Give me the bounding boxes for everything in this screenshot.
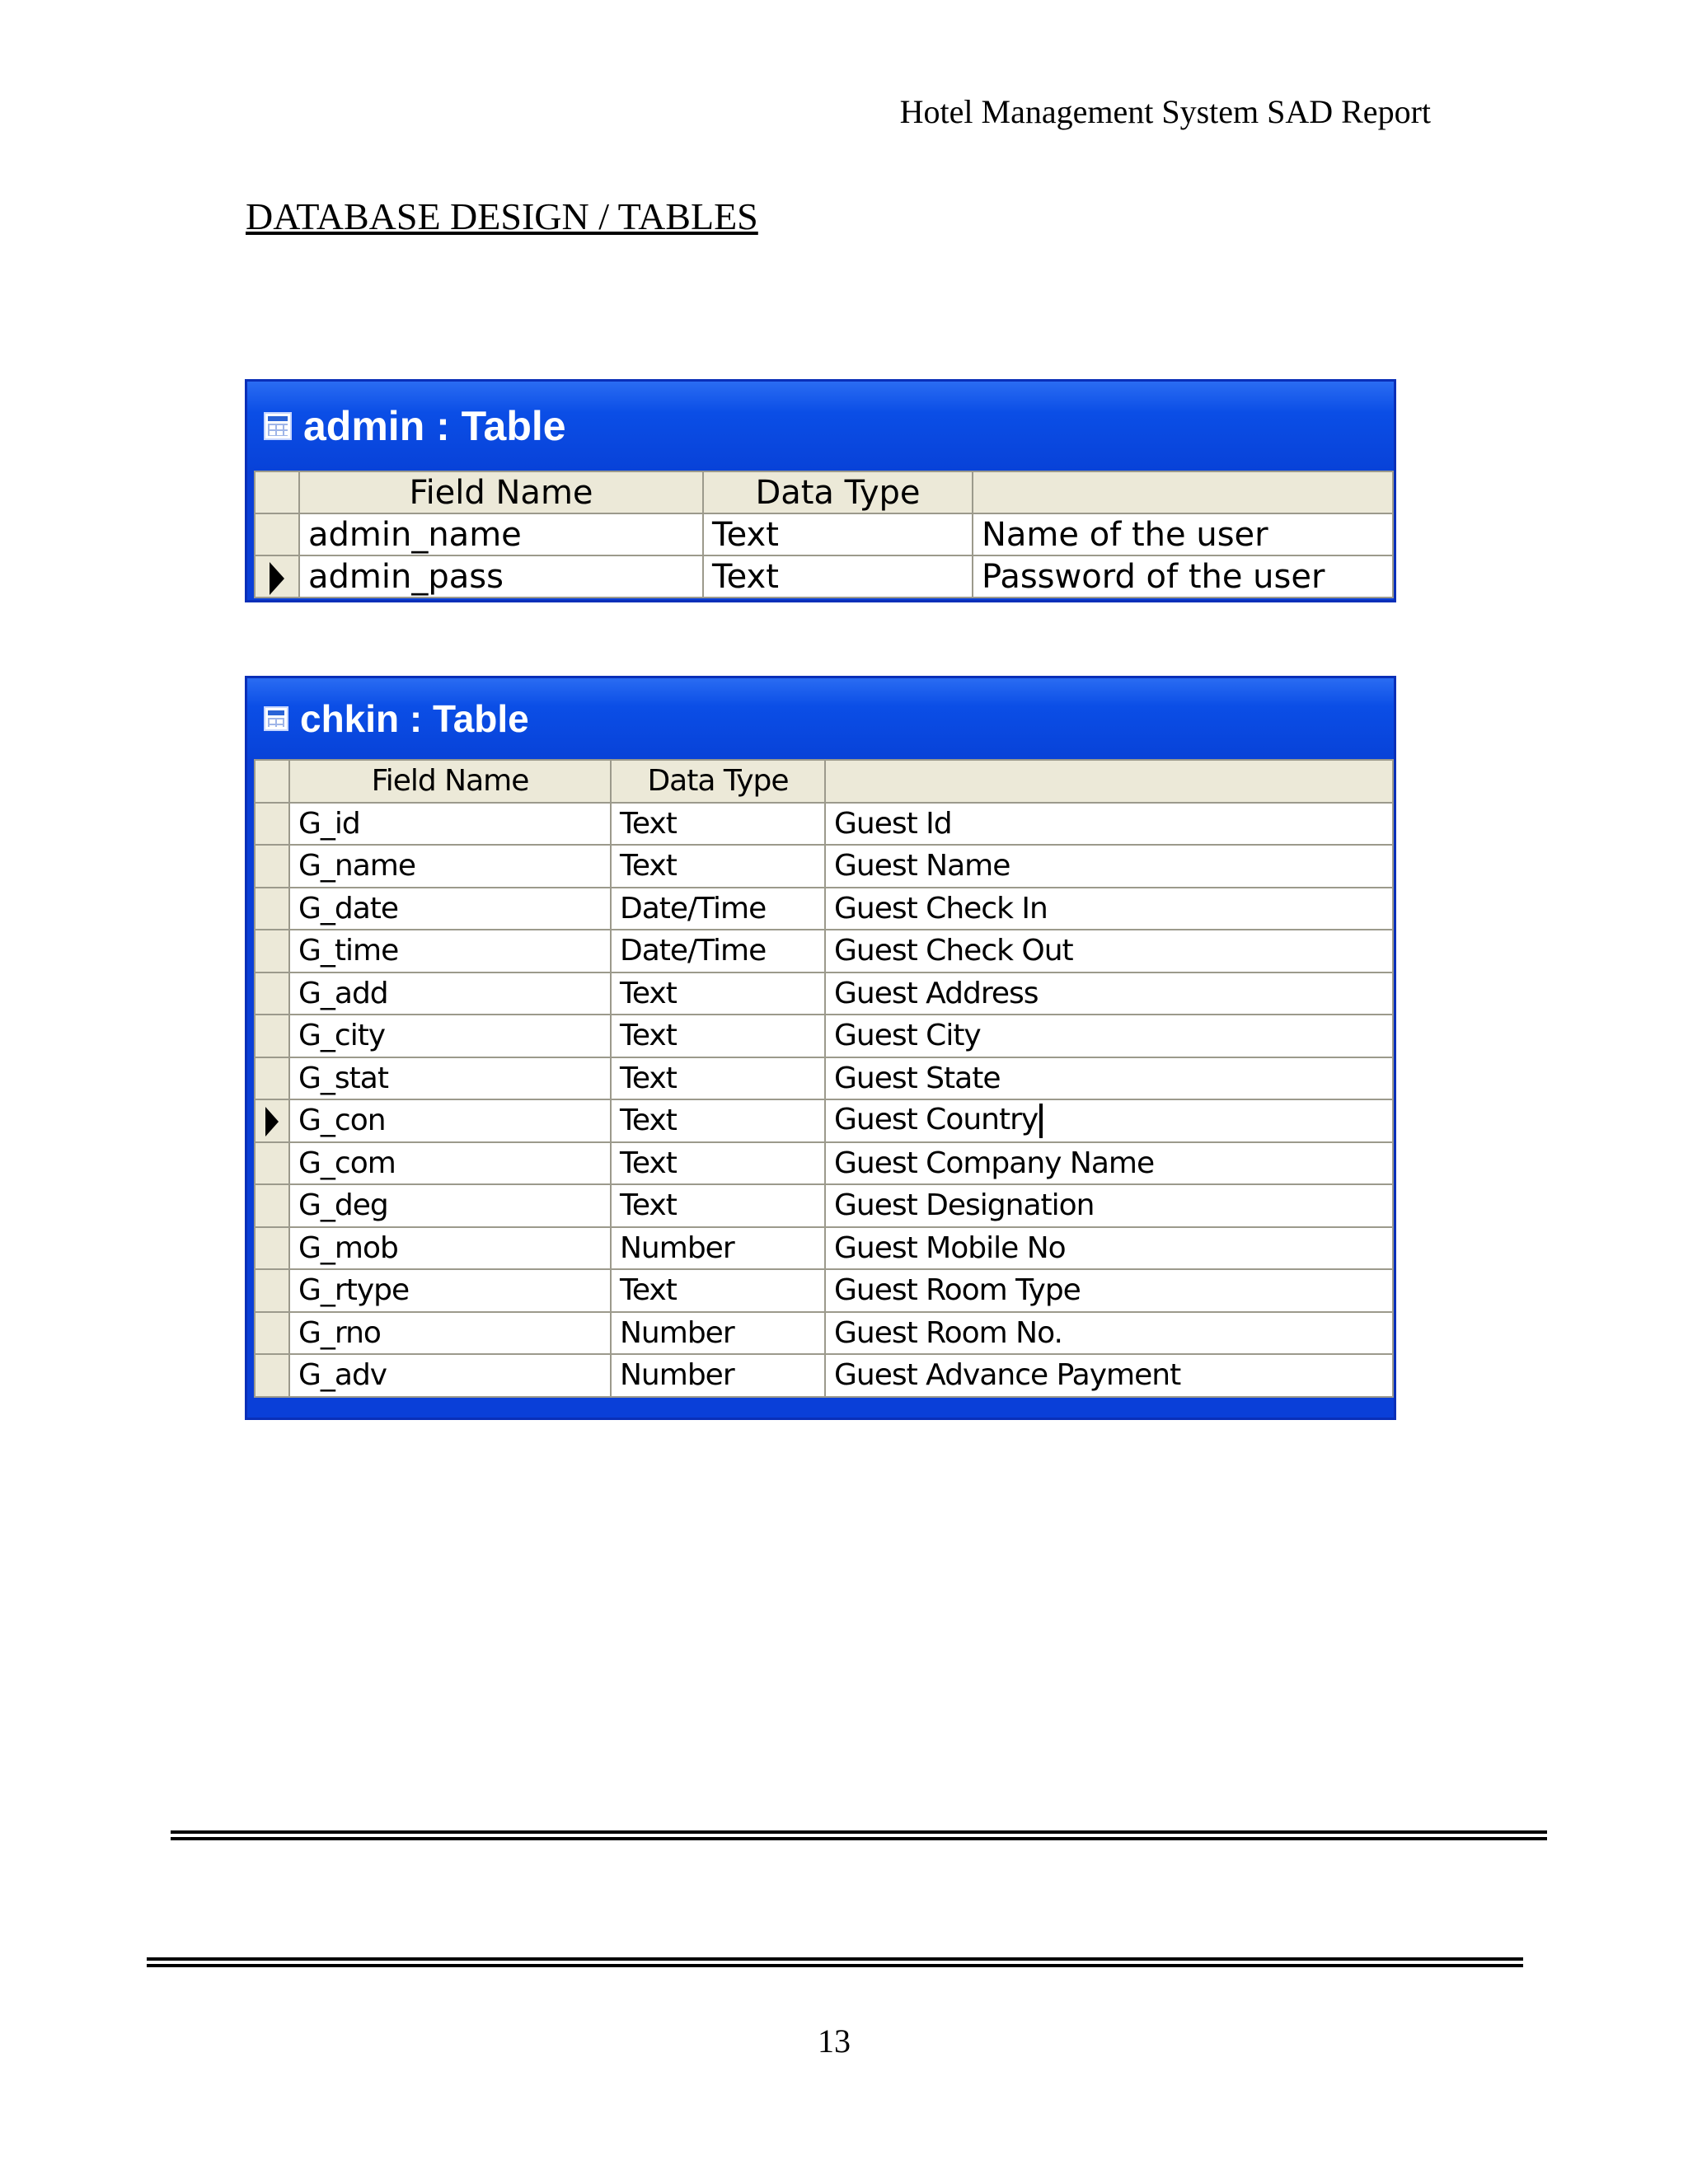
section-title: DATABASE DESIGN / TABLES	[246, 195, 758, 237]
record-selector[interactable]	[255, 555, 299, 598]
admin-table-titlebar[interactable]	[247, 382, 1394, 471]
data-type-cell[interactable]: Text	[611, 1099, 825, 1142]
data-type-cell[interactable]: Number	[611, 1227, 825, 1270]
description-cell[interactable]: Guest Id	[825, 803, 1393, 846]
data-type-cell[interactable]: Number	[611, 1354, 825, 1397]
header-selector-cell	[255, 760, 289, 803]
column-header-field-name[interactable]: Field Name	[299, 471, 703, 513]
description-cell[interactable]: Guest Advance Payment	[825, 1354, 1393, 1397]
field-name-cell[interactable]: G_stat	[289, 1057, 611, 1100]
data-type-cell[interactable]: Text	[611, 1269, 825, 1312]
description-cell[interactable]	[825, 1099, 1393, 1142]
table-row[interactable]	[255, 888, 1393, 930]
table-row[interactable]	[255, 1184, 1393, 1227]
data-type-cell[interactable]: Text	[611, 972, 825, 1015]
description-cell[interactable]: Guest Room No.	[825, 1312, 1393, 1355]
table-row[interactable]	[255, 513, 1393, 555]
data-type-cell[interactable]: Date/Time	[611, 888, 825, 930]
table-row[interactable]	[255, 845, 1393, 888]
data-type-cell[interactable]: Text	[703, 555, 973, 598]
description-cell[interactable]: Name of the user	[973, 513, 1393, 555]
description-cell[interactable]: Guest State	[825, 1057, 1393, 1100]
description-text: Guest Country	[834, 1103, 1039, 1137]
table-row[interactable]	[255, 1312, 1393, 1355]
column-header-field-name[interactable]: Field Name	[289, 760, 611, 803]
record-selector[interactable]	[255, 1015, 289, 1057]
description-cell[interactable]: Guest Name	[825, 845, 1393, 888]
chkin-design-grid	[254, 759, 1394, 1398]
grid-header-row	[255, 471, 1393, 513]
data-type-cell[interactable]: Number	[611, 1312, 825, 1355]
field-name-cell[interactable]: G_name	[289, 845, 611, 888]
field-name-cell[interactable]: G_id	[289, 803, 611, 846]
grid-header-row	[255, 760, 1393, 803]
description-cell[interactable]: Guest Check Out	[825, 930, 1393, 972]
description-cell[interactable]: Guest Check In	[825, 888, 1393, 930]
table-row-current[interactable]	[255, 1099, 1393, 1142]
table-row[interactable]	[255, 555, 1393, 598]
chkin-table-titlebar[interactable]	[247, 678, 1394, 759]
admin-design-grid	[254, 471, 1394, 598]
field-name-cell[interactable]: G_mob	[289, 1227, 611, 1270]
data-type-cell[interactable]: Text	[611, 1184, 825, 1227]
record-selector[interactable]	[255, 803, 289, 846]
table-icon	[264, 412, 292, 440]
record-selector[interactable]	[255, 1227, 289, 1270]
data-type-cell[interactable]: Text	[611, 845, 825, 888]
table-row[interactable]	[255, 1354, 1393, 1397]
table-row[interactable]	[255, 1142, 1393, 1185]
description-cell[interactable]: Guest Address	[825, 972, 1393, 1015]
record-selector[interactable]	[255, 972, 289, 1015]
data-type-cell[interactable]: Text	[611, 803, 825, 846]
footer-rule-upper	[171, 1830, 1547, 1840]
record-selector[interactable]	[255, 845, 289, 888]
text-cursor	[1039, 1104, 1043, 1138]
data-type-cell[interactable]: Text	[703, 513, 973, 555]
record-selector[interactable]	[255, 513, 299, 555]
record-selector[interactable]	[255, 1184, 289, 1227]
table-row[interactable]	[255, 972, 1393, 1015]
description-cell[interactable]: Guest Mobile No	[825, 1227, 1393, 1270]
field-name-cell[interactable]: G_date	[289, 888, 611, 930]
description-cell[interactable]: Guest Room Type	[825, 1269, 1393, 1312]
column-header-description[interactable]	[825, 760, 1393, 803]
record-selector[interactable]	[255, 1269, 289, 1312]
record-selector[interactable]	[255, 1057, 289, 1100]
field-name-cell[interactable]: G_adv	[289, 1354, 611, 1397]
record-selector[interactable]	[255, 930, 289, 972]
column-header-data-type[interactable]: Data Type	[703, 471, 973, 513]
record-selector[interactable]	[255, 888, 289, 930]
description-cell[interactable]: Password of the user	[973, 555, 1393, 598]
record-selector[interactable]	[255, 1312, 289, 1355]
field-name-cell[interactable]: G_add	[289, 972, 611, 1015]
table-row[interactable]	[255, 1057, 1393, 1100]
table-row[interactable]	[255, 1269, 1393, 1312]
column-header-description[interactable]	[973, 471, 1393, 513]
field-name-cell[interactable]: G_city	[289, 1015, 611, 1057]
record-selector[interactable]	[255, 1354, 289, 1397]
field-name-cell[interactable]: G_com	[289, 1142, 611, 1185]
field-name-cell[interactable]: G_con	[289, 1099, 611, 1142]
chkin-table-window	[245, 676, 1396, 1420]
description-cell[interactable]: Guest Company Name	[825, 1142, 1393, 1185]
field-name-cell[interactable]: G_rno	[289, 1312, 611, 1355]
record-selector[interactable]	[255, 1099, 289, 1142]
chkin-table-title: chkin : Table	[300, 697, 529, 740]
header-selector-cell	[255, 471, 299, 513]
table-row[interactable]	[255, 803, 1393, 846]
footer-rule-lower	[147, 1957, 1523, 1967]
record-selector-arrow-icon	[265, 1107, 279, 1137]
field-name-cell[interactable]: G_time	[289, 930, 611, 972]
field-name-cell[interactable]: G_deg	[289, 1184, 611, 1227]
table-row[interactable]	[255, 1015, 1393, 1057]
data-type-cell[interactable]: Text	[611, 1057, 825, 1100]
field-name-cell[interactable]: admin_name	[299, 513, 703, 555]
table-icon	[264, 706, 288, 731]
running-header: Hotel Management System SAD Report	[899, 93, 1431, 130]
record-selector-arrow-icon	[270, 562, 284, 595]
data-type-cell[interactable]: Text	[611, 1015, 825, 1057]
record-selector[interactable]	[255, 1142, 289, 1185]
column-header-data-type[interactable]: Data Type	[611, 760, 825, 803]
table-row[interactable]	[255, 1227, 1393, 1270]
admin-table-title: admin : Table	[303, 403, 566, 449]
description-cell[interactable]: Guest Designation	[825, 1184, 1393, 1227]
page-number: 13	[818, 2022, 851, 2060]
field-name-cell[interactable]: admin_pass	[299, 555, 703, 598]
admin-table-window	[245, 379, 1396, 602]
description-cell[interactable]: Guest City	[825, 1015, 1393, 1057]
table-row[interactable]	[255, 930, 1393, 972]
data-type-cell[interactable]: Date/Time	[611, 930, 825, 972]
field-name-cell[interactable]: G_rtype	[289, 1269, 611, 1312]
data-type-cell[interactable]: Text	[611, 1142, 825, 1185]
